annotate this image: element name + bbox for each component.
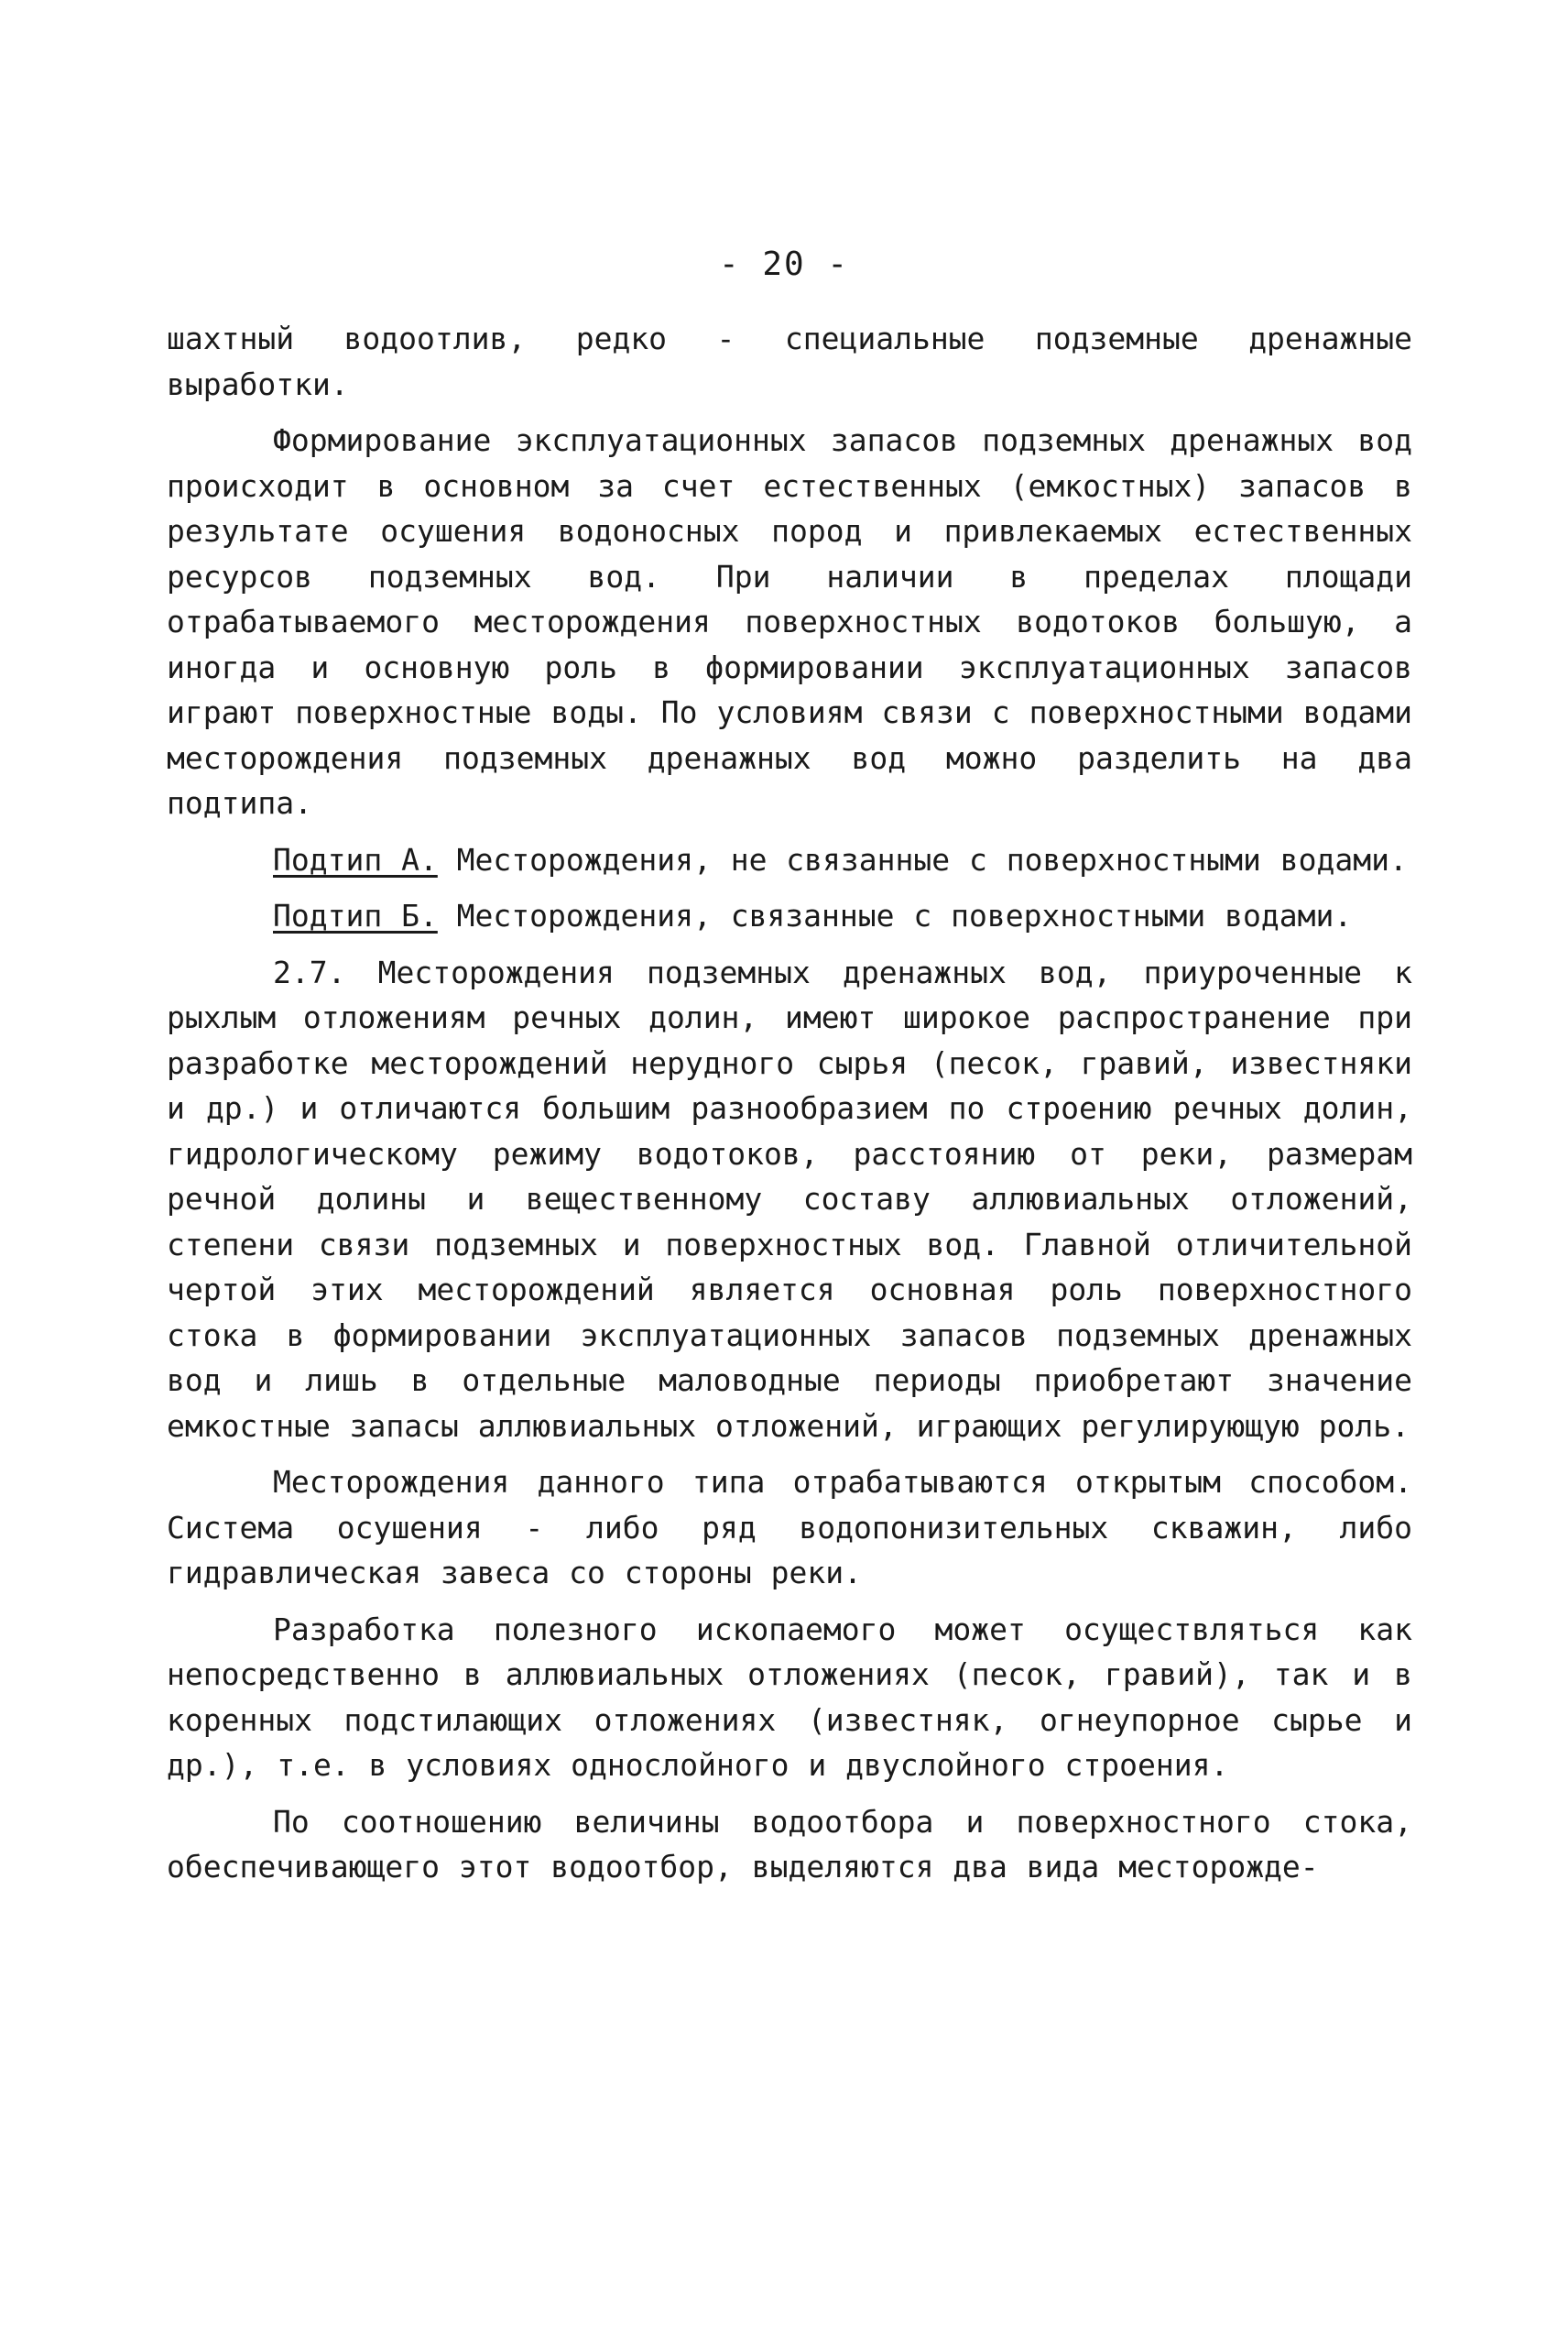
- paragraph-text: шахтный водоотлив, редко - специальные подземные дренажные выработки.: [167, 321, 1412, 402]
- paragraph-mining-conditions: [167, 1607, 1412, 1788]
- paragraph-text: Разработка полезного ископаемого может осуществляться как непосредственно в аллювиальных отложениях (песок, гравий), так и в коренных подстилающих отложениях (известняк, огнеупорное сырье и др.), т.е. в условиях однослойного и двуслойного строения.: [167, 1611, 1412, 1783]
- paragraph-text: Месторождения, связанные с поверхностными водами.: [437, 898, 1353, 934]
- paragraph-text: Месторождения данного типа отрабатываются открытым способом. Система осушения - либо ряд водопонизительных скважин, либо гидравлическая завеса со стороны реки.: [167, 1464, 1412, 1590]
- paragraph-text: Формирование эксплуатационных запасов подземных дренажных вод происходит в основном за счет естественных (емкостных) запасов в результате осушения водоносных пород и привлекаемых естественных ресурсов подземных вод. При наличии в пределах площади отрабатываемого месторождения поверхностных водотоков большую, а иногда и основную роль в формировании эксплуатационных запасов играют поверхностные воды. По условиям связи с поверхностными водами месторождения подземных дренажных вод можно разделить на два подтипа.: [167, 422, 1412, 821]
- paragraph-text: 2.7. Месторождения подземных дренажных вод, приуроченные к рыхлым отложениям речных долин, имеют широкое распространение при разработке месторождений нерудного сырья (песок, гравий, известняки и др.) и отличаются большим разнообразием по строению речных долин, гидрологическому режиму водотоков, расстоянию от реки, размерам речной долины и вещественному составу аллювиальных отложений, степени связи подземных и поверхностных вод. Главной отличительной чертой этих месторождений является основная роль поверхностного стока в формировании эксплуатационных запасов подземных дренажных вод и лишь в отдельные маловодные периоды приобретают значение емкостные запасы аллювиальных отложений, играющих регулирующую роль.: [167, 954, 1412, 1444]
- paragraph-subtype-b: [167, 893, 1412, 939]
- paragraph-extraction-method: [167, 1459, 1412, 1596]
- paragraph-formation-of-reserves: [167, 418, 1412, 826]
- subtype-a-label: Подтип А.: [273, 841, 438, 878]
- paragraph-text: По соотношению величины водоотбора и поверхностного стока, обеспечивающего этот водоотбор, выделяются два вида месторожде-: [167, 1803, 1412, 1885]
- subtype-b-label: Подтип Б.: [273, 898, 438, 934]
- paragraph-section-2-7: [167, 950, 1412, 1449]
- paragraph-withdrawal-ratio: [167, 1799, 1412, 1890]
- body-text: [167, 316, 1412, 1901]
- paragraph-text: Месторождения, не связанные с поверхностными водами.: [437, 841, 1408, 878]
- paragraph-continuation: [167, 316, 1412, 407]
- page-number: - 20 -: [718, 246, 850, 283]
- paragraph-subtype-a: [167, 837, 1412, 883]
